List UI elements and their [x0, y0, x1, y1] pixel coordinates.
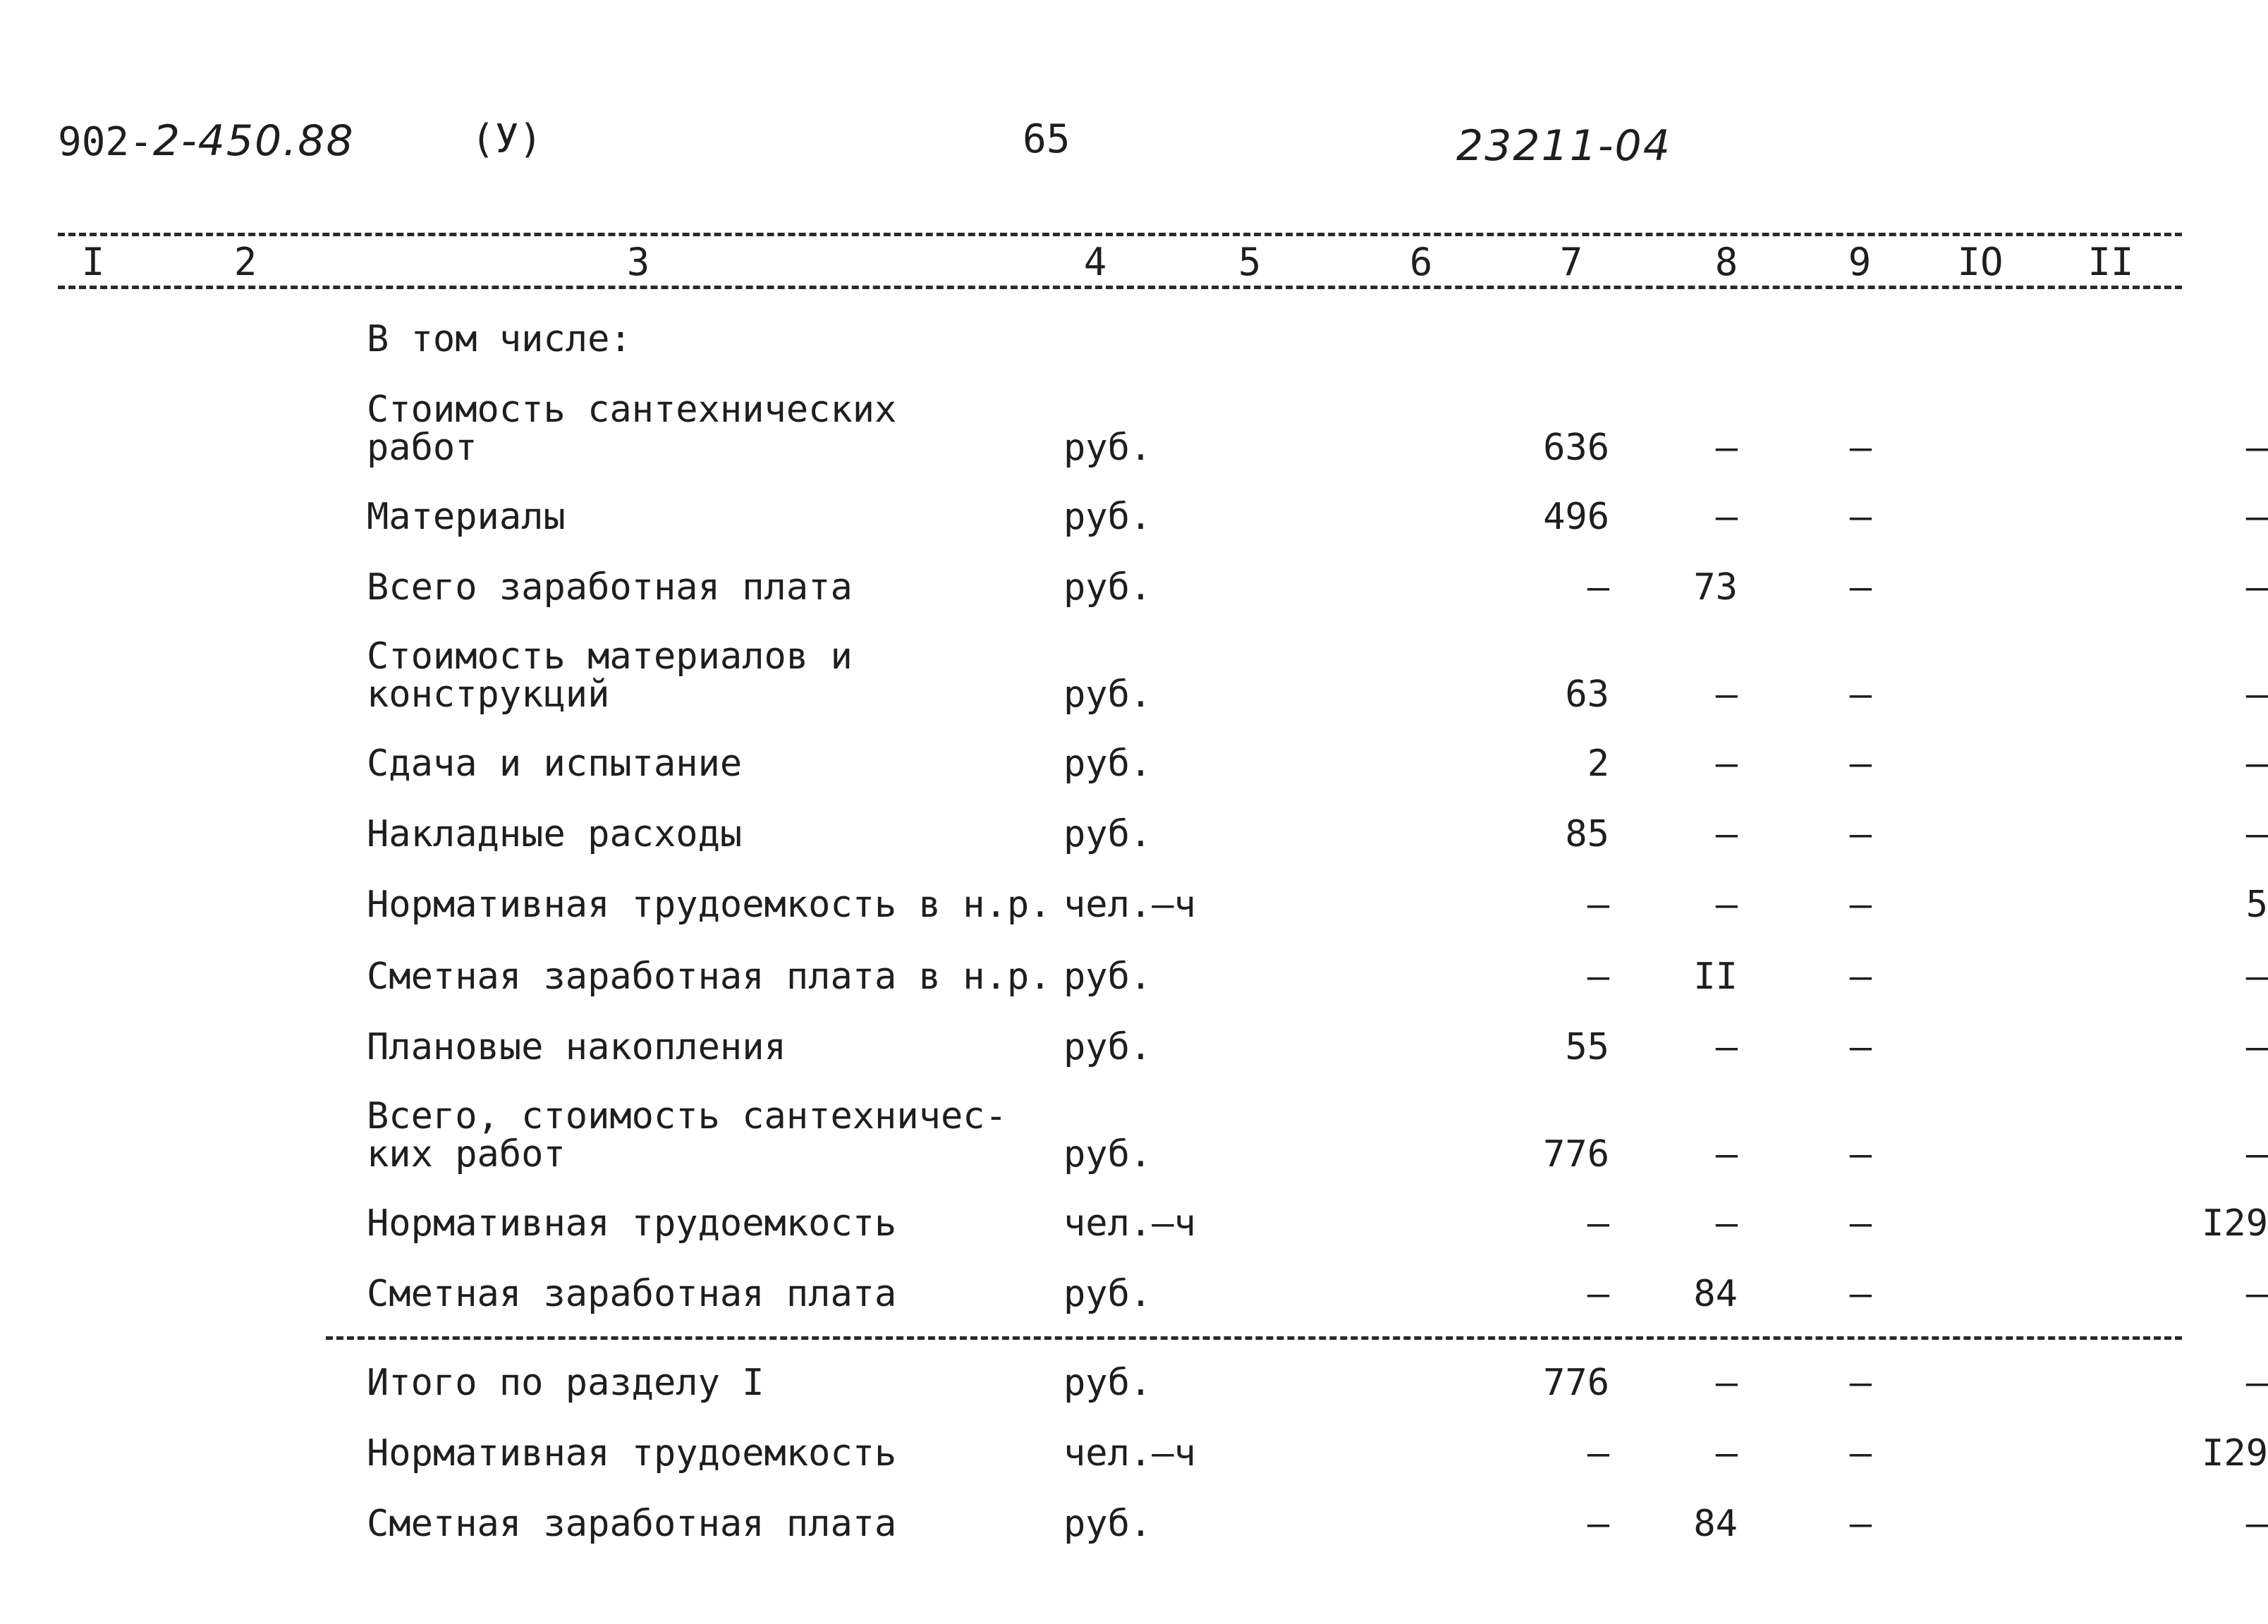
cell-col9: –: [1849, 956, 1872, 998]
row-label: Сдача и испытание: [367, 743, 743, 785]
cell-col7: 63: [1565, 673, 1609, 716]
cell-col8: II: [1693, 956, 1738, 998]
row-label: Сметная заработная плата: [367, 1503, 897, 1545]
cell-col8: 84: [1693, 1503, 1738, 1545]
table-row: [0, 1501, 2268, 1545]
cell-col8: –: [1715, 813, 1738, 855]
cell-col11: –: [2245, 1273, 2268, 1315]
row-unit: руб.: [1063, 496, 1152, 538]
column-number: 2: [233, 240, 257, 284]
column-number: 8: [1714, 240, 1738, 284]
cell-col9: –: [1849, 1202, 1872, 1245]
cell-col9: –: [1849, 566, 1872, 609]
table-row: [0, 1200, 2268, 1245]
row-label: Нормативная трудоемкость: [367, 1432, 897, 1475]
row-label: Стоимость материалов и конструкций: [367, 635, 853, 716]
row-label: В том числе:: [367, 318, 632, 360]
cell-col9: –: [1849, 673, 1872, 716]
cell-col7: 776: [1543, 1133, 1609, 1176]
row-unit: чел.–ч: [1063, 1432, 1196, 1475]
cell-col8: –: [1715, 427, 1738, 469]
row-label: Сметная заработная плата: [367, 1273, 897, 1315]
table-row: [0, 564, 2268, 609]
column-number: 5: [1238, 240, 1262, 284]
row-unit: руб.: [1063, 427, 1152, 469]
table-row: [0, 881, 2268, 926]
column-number: 9: [1848, 240, 1872, 284]
cell-col11: –: [2245, 956, 2268, 998]
document-number: [58, 116, 355, 166]
cell-col11: –: [2245, 427, 2268, 469]
table-row: [0, 494, 2268, 538]
row-unit: руб.: [1063, 1362, 1152, 1404]
cell-col9: –: [1849, 1026, 1872, 1068]
cell-col8: –: [1715, 1432, 1738, 1475]
column-number: IO: [1957, 240, 2004, 284]
column-number: I: [81, 240, 105, 284]
cell-col9: –: [1849, 1432, 1872, 1475]
cell-col8: –: [1715, 1362, 1738, 1404]
table-row: [0, 953, 2268, 998]
table-row: [0, 388, 2268, 469]
cell-col11: 5: [2245, 884, 2268, 926]
cell-col11: –: [2245, 496, 2268, 538]
cell-col9: –: [1849, 496, 1872, 538]
row-unit: чел.–ч: [1063, 1202, 1196, 1245]
cell-col7: –: [1587, 1273, 1609, 1315]
cell-col7: 776: [1543, 1362, 1609, 1404]
cell-col7: 85: [1565, 813, 1609, 855]
row-label: Всего, стоимость сантехничес- ких работ: [367, 1095, 1007, 1176]
cell-col11: –: [2245, 1503, 2268, 1545]
cell-col9: –: [1849, 813, 1872, 855]
table-row: [0, 635, 2268, 716]
cell-col8: –: [1715, 884, 1738, 926]
row-unit: руб.: [1063, 673, 1152, 716]
row-unit: руб.: [1063, 1503, 1152, 1545]
row-unit: руб.: [1063, 1133, 1152, 1176]
column-number: 6: [1409, 240, 1433, 284]
cell-col8: 73: [1693, 566, 1738, 609]
cell-col9: –: [1849, 427, 1872, 469]
cell-col11: –: [2245, 566, 2268, 609]
cell-col7: 2: [1587, 743, 1609, 785]
cell-col8: –: [1715, 1133, 1738, 1176]
row-unit: руб.: [1063, 956, 1152, 998]
cell-col7: –: [1587, 884, 1609, 926]
row-label: Стоимость сантехнических работ: [367, 389, 897, 469]
row-label: Нормативная трудоемкость в н.р.: [367, 884, 1051, 926]
cell-col11: –: [2245, 673, 2268, 716]
cell-col7: 636: [1543, 427, 1609, 469]
cell-col9: –: [1849, 884, 1872, 926]
cell-col11: –: [2245, 1133, 2268, 1176]
column-number: 4: [1083, 240, 1107, 284]
table-row: [0, 1024, 2268, 1068]
cell-col11: –: [2245, 813, 2268, 855]
row-unit: руб.: [1063, 1273, 1152, 1315]
cell-col9: –: [1849, 1503, 1872, 1545]
cell-col9: –: [1849, 1133, 1872, 1176]
row-label: Материалы: [367, 496, 566, 538]
cell-col9: –: [1849, 1362, 1872, 1404]
table-row: [0, 1360, 2268, 1404]
cell-col11: –: [2245, 1362, 2268, 1404]
cell-col9: –: [1849, 1273, 1872, 1315]
cell-col7: –: [1587, 1432, 1609, 1475]
table-row: [0, 316, 2249, 358]
column-number: 7: [1559, 240, 1583, 284]
row-label: Нормативная трудоемкость: [367, 1202, 897, 1245]
document-number-prefix: 902-: [58, 119, 153, 165]
row-label: Плановые накопления: [367, 1026, 786, 1068]
column-number: II: [2087, 240, 2134, 284]
row-unit: руб.: [1063, 566, 1152, 609]
cell-col11: I29: [2202, 1202, 2268, 1245]
row-unit: руб.: [1063, 813, 1152, 855]
table-row: [0, 740, 2268, 785]
cell-col11: –: [2245, 1026, 2268, 1068]
page-number: 65: [1023, 116, 1071, 162]
cell-col8: –: [1715, 496, 1738, 538]
cell-col7: –: [1587, 566, 1609, 609]
cell-col7: –: [1587, 1202, 1609, 1245]
document-mark: (У): [471, 116, 543, 162]
cell-col7: 55: [1565, 1026, 1609, 1068]
cell-col8: 84: [1693, 1273, 1738, 1315]
header-bottom-rule: [58, 286, 2182, 289]
row-unit: руб.: [1063, 743, 1152, 785]
table-row: [0, 811, 2268, 855]
row-unit: чел.–ч: [1063, 884, 1196, 926]
document-number-handwritten: 2-450.88: [152, 116, 355, 166]
cell-col8: –: [1715, 1026, 1738, 1068]
row-label: Всего заработная плата: [367, 566, 853, 609]
table-row: [0, 1430, 2268, 1475]
cell-col9: –: [1849, 743, 1872, 785]
section-separator: [326, 1336, 2182, 1340]
row-label: Сметная заработная плата в н.р.: [367, 956, 1051, 998]
row-unit: руб.: [1063, 1026, 1152, 1068]
cell-col8: –: [1715, 673, 1738, 716]
table-row: [0, 1094, 2268, 1176]
row-label: Итого по разделу I: [367, 1362, 764, 1404]
column-number: 3: [626, 240, 650, 284]
cell-col8: –: [1715, 1202, 1738, 1245]
cell-col11: –: [2245, 743, 2268, 785]
table-row: [0, 1271, 2268, 1315]
cell-col7: 496: [1543, 496, 1609, 538]
row-label: Накладные расходы: [367, 813, 743, 855]
header-top-rule: [58, 233, 2182, 236]
cell-col7: –: [1587, 1503, 1609, 1545]
cell-col8: –: [1715, 743, 1738, 785]
project-code: 23211-04: [1456, 121, 1671, 171]
cell-col11: I29: [2202, 1432, 2268, 1475]
cell-col7: –: [1587, 956, 1609, 998]
